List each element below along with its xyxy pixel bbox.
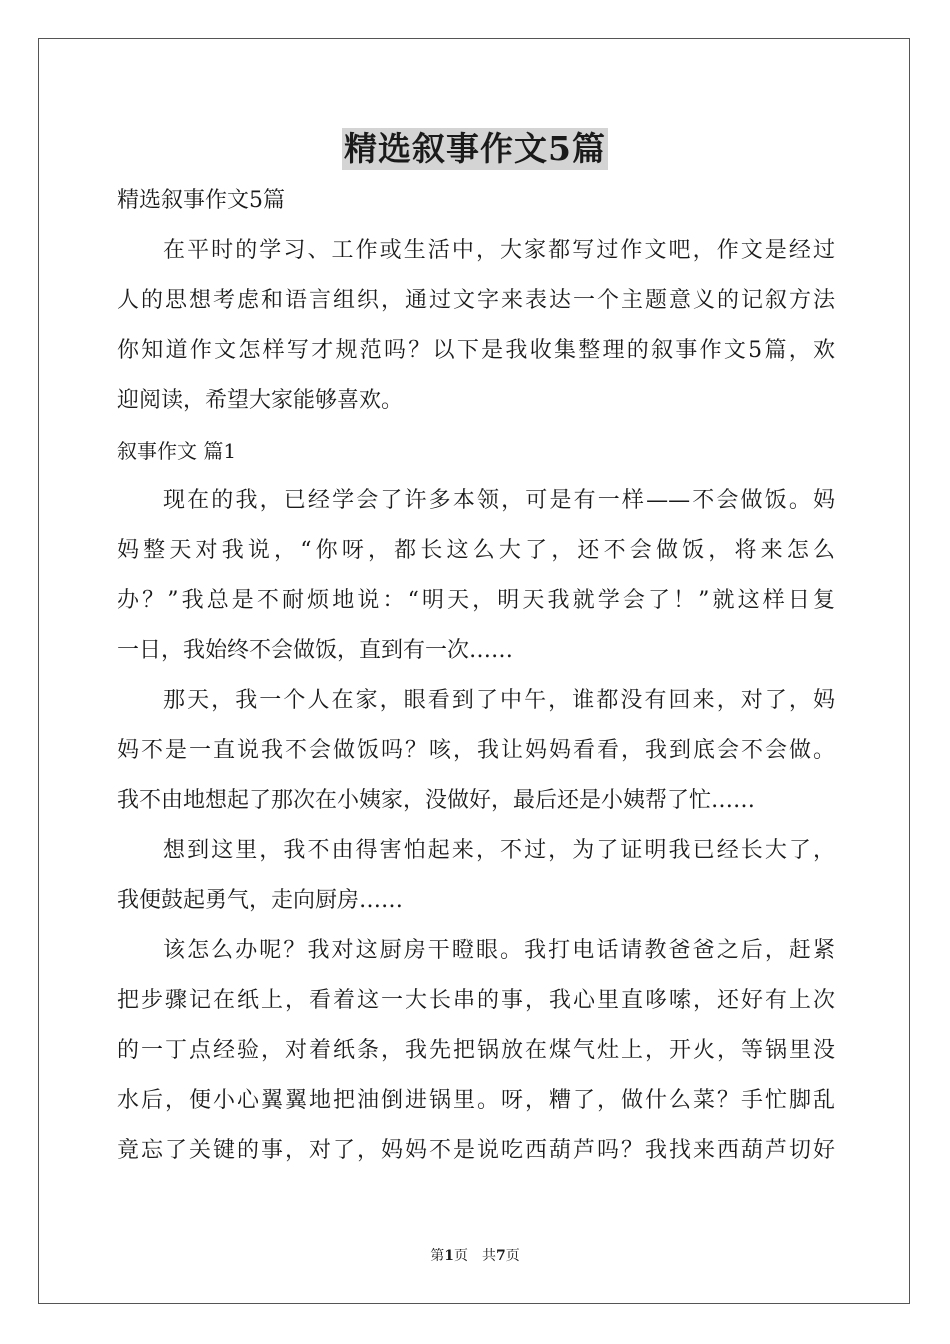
text-line: 你知道作文怎样写才规范吗？以下是我收集整理的叙事作文5篇，欢 — [117, 338, 835, 363]
text-line: 的一丁点经验，对着纸条，我先把锅放在煤气灶上，开火，等锅里没 — [117, 1038, 835, 1063]
section-heading: 叙事作文 篇1 — [117, 439, 237, 463]
text-line: 我不由地想起了那次在小姨家，没做好，最后还是小姨帮了忙…… — [117, 788, 756, 813]
text-line: 水后，便小心翼翼地把油倒进锅里。呀，糟了，做什么菜？手忙脚乱 — [117, 1088, 835, 1113]
paragraph-3 — [117, 826, 835, 926]
paragraph-1 — [117, 476, 835, 676]
document-body — [117, 176, 835, 1176]
page-current: 1 — [444, 1248, 454, 1264]
text-line: 现在的我，已经学会了许多本领，可是有一样——不会做饭。妈 — [163, 488, 835, 513]
text-line: 办？”我总是不耐烦地说：“明天，明天我就学会了！”就这样日复 — [117, 588, 835, 613]
text-line: 妈不是一直说我不会做饭吗？咳，我让妈妈看看，我到底会不会做。 — [117, 738, 835, 763]
text-line: 我便鼓起勇气，走向厨房…… — [117, 888, 404, 913]
intro-paragraph — [117, 226, 835, 426]
text-line: 该怎么办呢？我对这厨房干瞪眼。我打电话请教爸爸之后，赶紧 — [163, 938, 835, 963]
page-footer — [0, 1246, 950, 1266]
text-line: 迎阅读，希望大家能够喜欢。 — [117, 388, 404, 413]
text-line: 人的思想考虑和语言组织，通过文字来表达一个主题意义的记叙方法 — [117, 288, 835, 313]
text-line: 想到这里，我不由得害怕起来，不过，为了证明我已经长大了， — [163, 838, 835, 863]
text-line: 一日，我始终不会做饭，直到有一次…… — [117, 638, 514, 663]
text-line: 竟忘了关键的事，对了，妈妈不是说吃西葫芦吗？我找来西葫芦切好 — [117, 1138, 835, 1163]
text-line: 在平时的学习、工作或生活中，大家都写过作文吧，作文是经过 — [163, 238, 835, 263]
paragraph-2 — [117, 676, 835, 826]
text-line: 那天，我一个人在家，眼看到了中午，谁都没有回来，对了，妈 — [163, 688, 835, 713]
subtitle: 精选叙事作文5篇 — [117, 188, 285, 213]
page-prefix: 第 — [430, 1248, 445, 1264]
page-suffix: 页 — [505, 1248, 520, 1264]
page-total: 7 — [496, 1248, 506, 1264]
paragraph-4 — [117, 926, 835, 1176]
page-mid: 页 共 — [454, 1248, 496, 1264]
text-line: 妈整天对我说，“你呀，都长这么大了，还不会做饭，将来怎么 — [117, 538, 835, 563]
title-container — [0, 128, 950, 170]
document-title: 精选叙事作文5篇 — [344, 129, 606, 168]
text-line: 把步骤记在纸上，看着这一大长串的事，我心里直哆嗦，还好有上次 — [117, 988, 835, 1013]
